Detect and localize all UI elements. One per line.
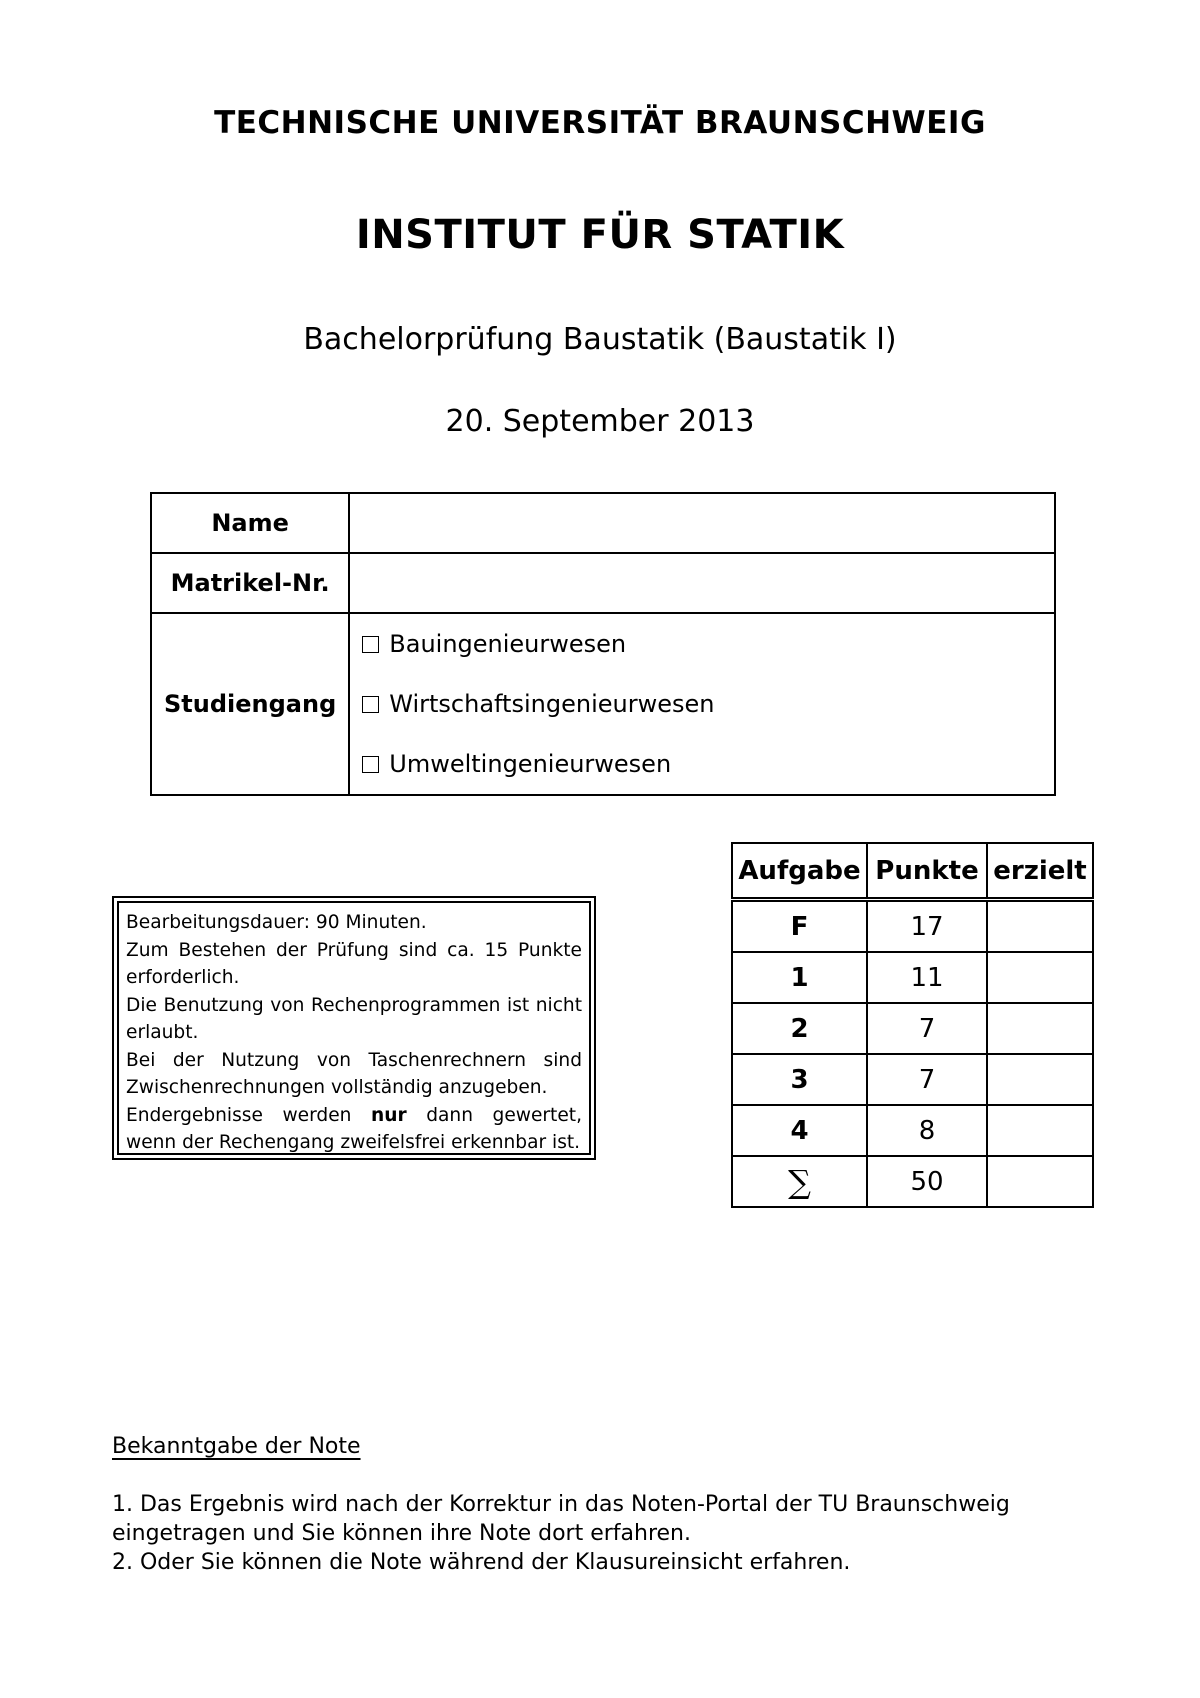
notice-line: Endergebnisse werden nur dann gewertet, wenn der Rechengang zweifelsfrei erkennbar ist. — [126, 1104, 582, 1153]
studiengang-options — [349, 613, 1055, 795]
aufgabe-cell: 3 — [732, 1054, 867, 1105]
aufgabe-cell: 2 — [732, 1003, 867, 1054]
table-row-sum — [732, 1156, 1093, 1207]
grade-info-list — [112, 1490, 1092, 1577]
erzielt-cell[interactable] — [987, 1054, 1093, 1105]
punkte-cell: 11 — [867, 952, 987, 1003]
table-row — [732, 1054, 1093, 1105]
university-name: TECHNISCHE UNIVERSITÄT BRAUNSCHWEIG — [214, 105, 986, 141]
erzielt-cell[interactable] — [987, 1105, 1093, 1156]
option-label: Wirtschaftsingenieurwesen — [389, 690, 715, 718]
notice-emphasis: nur — [371, 1104, 407, 1126]
checkbox-icon[interactable] — [362, 756, 379, 773]
punkte-cell: 7 — [867, 1003, 987, 1054]
option-label: Umweltingenieurwesen — [389, 750, 672, 778]
points-table — [731, 842, 1094, 1208]
studiengang-option[interactable] — [362, 674, 1042, 734]
punkte-cell: 7 — [867, 1054, 987, 1105]
erzielt-cell[interactable] — [987, 900, 1093, 953]
exam-notice-box — [112, 896, 596, 1160]
header-erzielt: erzielt — [987, 843, 1093, 900]
institute-name: INSTITUT FÜR STATIK — [355, 212, 845, 258]
student-info-table — [150, 492, 1056, 796]
checkbox-icon[interactable] — [362, 636, 379, 653]
erzielt-cell[interactable] — [987, 952, 1093, 1003]
header-aufgabe: Aufgabe — [732, 843, 867, 900]
header-punkte: Punkte — [867, 843, 987, 900]
matrikel-label: Matrikel-Nr. — [151, 553, 349, 613]
erzielt-cell[interactable] — [987, 1003, 1093, 1054]
aufgabe-cell: 1 — [732, 952, 867, 1003]
table-row — [732, 952, 1093, 1003]
notice-line: Zum Bestehen der Prüfung sind ca. 15 Punkte erforderlich. — [126, 939, 582, 988]
list-item: 1. Das Ergebnis wird nach der Korrektur in das Noten-Portal der TU Braunschweig eingetragen und Sie können ihre Note dort erfahren. — [112, 1492, 1010, 1546]
matrikel-field[interactable] — [349, 553, 1055, 613]
list-item: 2. Oder Sie können die Note während der Klausureinsicht erfahren. — [112, 1550, 851, 1575]
exam-date: 20. September 2013 — [445, 404, 755, 439]
name-label: Name — [151, 493, 349, 553]
table-row — [732, 1003, 1093, 1054]
table-row — [732, 1105, 1093, 1156]
punkte-cell: 50 — [867, 1156, 987, 1207]
aufgabe-cell: F — [732, 900, 867, 953]
notice-line: Bei der Nutzung von Taschenrechnern sind Zwischenrechnungen vollständig anzugeben. — [126, 1049, 582, 1098]
punkte-cell: 8 — [867, 1105, 987, 1156]
punkte-cell: 17 — [867, 900, 987, 953]
studiengang-label: Studiengang — [151, 613, 349, 795]
table-row — [732, 900, 1093, 953]
erzielt-cell[interactable] — [987, 1156, 1093, 1207]
studiengang-option[interactable] — [362, 734, 1042, 794]
option-label: Bauingenieurwesen — [389, 630, 627, 658]
checkbox-icon[interactable] — [362, 696, 379, 713]
notice-line: Die Benutzung von Rechenprogrammen ist nicht erlaubt. — [126, 994, 582, 1043]
grade-heading: Bekanntgabe der Note — [112, 1434, 361, 1459]
studiengang-option[interactable] — [362, 614, 1042, 674]
notice-line: Bearbeitungsdauer: 90 Minuten. — [126, 912, 427, 933]
name-field[interactable] — [349, 493, 1055, 553]
aufgabe-cell: 4 — [732, 1105, 867, 1156]
exam-title: Bachelorprüfung Baustatik (Baustatik I) — [303, 322, 897, 357]
sum-icon: ∑ — [732, 1156, 867, 1207]
